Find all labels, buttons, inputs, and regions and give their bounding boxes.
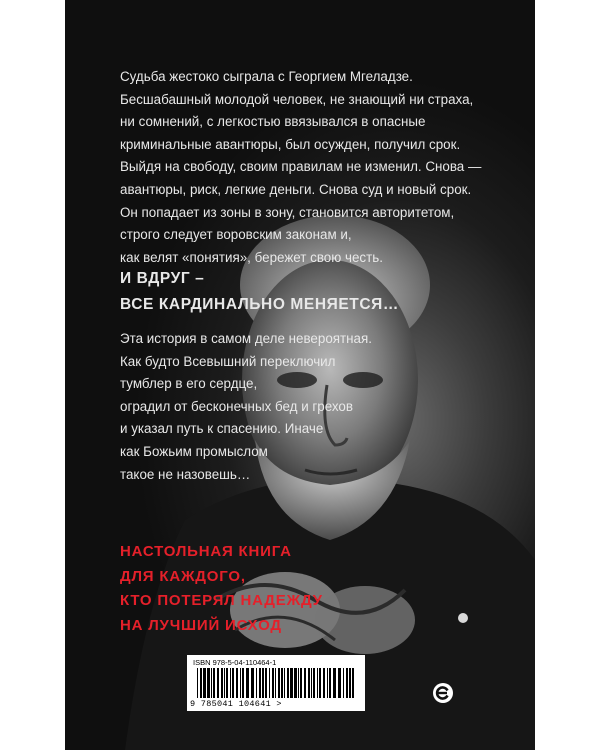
tagline-line: КТО ПОТЕРЯЛ НАДЕЖДУ	[120, 592, 323, 610]
text-line: Бесшабашный молодой человек, не знающий ни страха,	[120, 91, 474, 107]
tagline	[120, 540, 323, 638]
text-line: как Божьим промыслом	[120, 443, 268, 459]
isbn-label: ISBN 978-5-04-110464-1	[193, 658, 277, 667]
description-paragraph-1	[120, 66, 500, 269]
text-line: оградил от бесконечных бед и грехов	[120, 398, 353, 414]
text-line: как велят «понятия», бережет свою честь.	[120, 249, 383, 265]
text-line: Он попадает из зоны в зону, становится авторитетом,	[120, 204, 455, 220]
text-line: авантюры, риск, легкие деньги. Снова суд и новый срок.	[120, 181, 472, 197]
tagline-line: ДЛЯ КАЖДОГО,	[120, 567, 246, 585]
text-line: тумблер в его сердце,	[120, 376, 258, 392]
text-line: криминальные авантюры, был осужден, получил срок.	[120, 136, 461, 152]
barcode-bars	[197, 668, 355, 698]
tagline-line: НА ЛУЧШИЙ ИСХОД	[120, 616, 282, 634]
barcode-digits: 9 785041 104641 >	[190, 699, 282, 709]
text-line: Эта история в самом деле невероятная.	[120, 331, 372, 346]
text-line: ни сомнений, с легкостью ввязывался в опасные	[120, 114, 426, 130]
publisher-logo-icon	[432, 682, 454, 704]
text-line: такое не назовешь…	[120, 466, 251, 482]
text-line: и указал путь к спасению. Иначе	[120, 421, 324, 437]
text-line: Выйдя на свободу, своим правилам не изменил. Снова —	[120, 159, 482, 175]
tagline-line: НАСТОЛЬНАЯ КНИГА	[120, 543, 292, 560]
text-line: Как будто Всевышний переключил	[120, 353, 336, 369]
back-cover	[65, 0, 535, 750]
text-line: Судьба жестоко сыграла с Георгием Мгеладзе.	[120, 69, 413, 84]
barcode	[187, 655, 365, 711]
text-line: строго следует воровским законам и,	[120, 227, 352, 243]
description-paragraph-2	[120, 328, 440, 486]
heading-line: И ВДРУГ –	[120, 270, 205, 287]
section-heading	[120, 266, 399, 318]
heading-line: ВСЕ КАРДИНАЛЬНО МЕНЯЕТСЯ…	[120, 296, 400, 313]
